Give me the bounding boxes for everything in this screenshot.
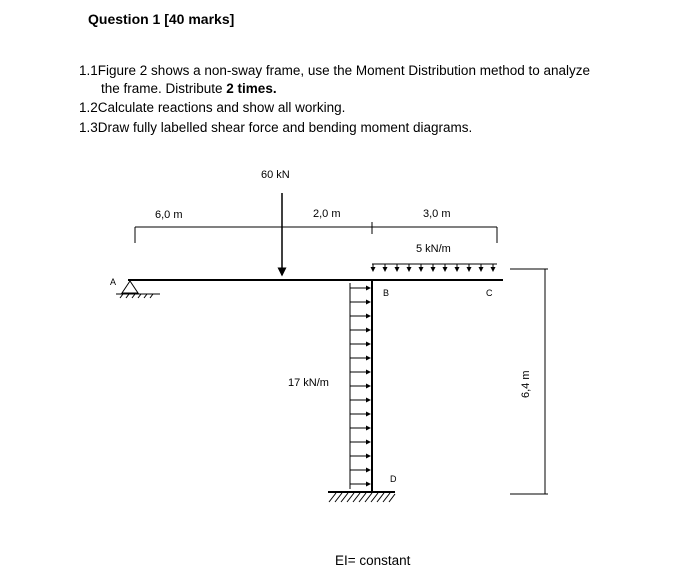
item-number: 1.2	[79, 100, 98, 115]
ei-constant-note: EI= constant	[335, 553, 411, 568]
point-load-label: 60 kN	[261, 169, 290, 181]
question-title: Question 1 [40 marks]	[88, 11, 235, 27]
node-label-b: B	[383, 288, 390, 298]
udl-top-arrows	[372, 264, 497, 271]
udl-top-label: 5 kN/m	[416, 243, 451, 255]
item-text-cont: the frame. Distribute	[101, 81, 227, 96]
item-text: Calculate reactions and show all working.	[97, 100, 346, 115]
span-dimension-line	[135, 222, 497, 243]
node-label-d: D	[390, 474, 397, 484]
item-text: Figure 2 shows a non-sway frame, use the Moment Distribution method to analyze	[97, 63, 591, 78]
udl-column-label: 17 kN/m	[288, 377, 329, 389]
span-1-label: 6,0 m	[155, 209, 183, 221]
udl-column-arrows	[350, 283, 370, 489]
node-label-c: C	[486, 288, 493, 298]
pin-support-a	[116, 281, 160, 298]
item-text: Draw fully labelled shear force and bending moment diagrams.	[97, 120, 473, 135]
item-number: 1.1	[79, 63, 98, 78]
node-label-a: A	[110, 277, 117, 287]
fixed-support-d	[328, 492, 395, 502]
item-number: 1.3	[79, 120, 98, 135]
span-2-label: 2,0 m	[313, 208, 341, 220]
height-label: 6,4 m	[520, 370, 532, 398]
span-3-label: 3,0 m	[423, 208, 451, 220]
item-text-bold: 2 times.	[226, 81, 277, 96]
